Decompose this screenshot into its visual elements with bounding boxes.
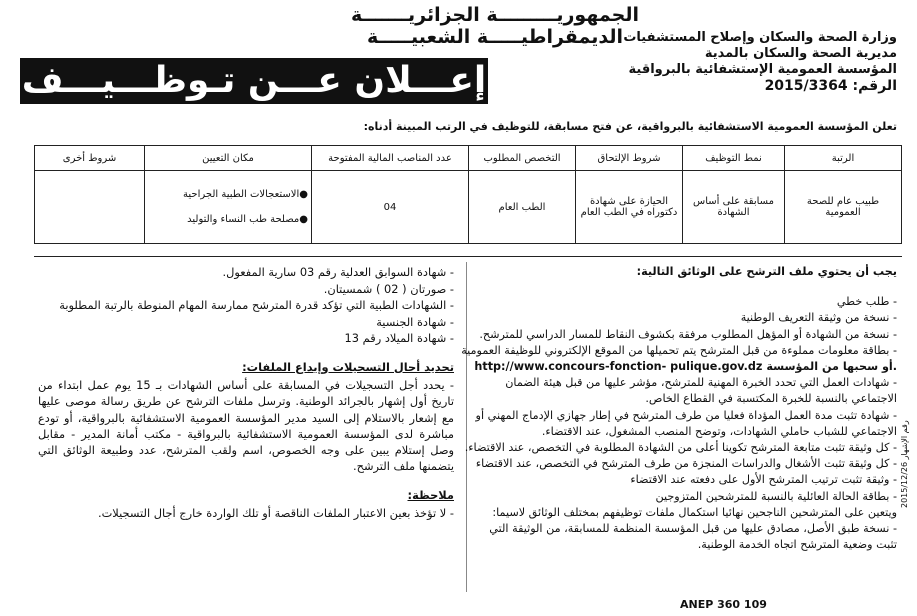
documents-heading: يجب أن يحتوي ملف الترشح على الوثائق التالية: [636,265,897,278]
cell-positions: 04 [312,171,469,244]
list-item: الاجتماعي للشباب حاملي الشهادات، وتوضح المنصب المشغول، عند الاقتضاء. [541,424,897,438]
cell-grade: طبيب عام للصحة العمومية [785,171,902,244]
list-item: - شهادة الجنسية [376,314,454,329]
th-grade: الرتبة [785,146,902,171]
website-url: http://www.concours-fonction- pulique.gov.dz أو سحبها من المؤسسة. [474,360,897,374]
list-item: تثبت وضعية المترشح اتجاه الخدمة الوطنية. [697,538,897,552]
list-item: الاجتماعي بالنسبة للخبرة المكتسبة في القطاع الخاص. [645,392,897,406]
documents-section [442,264,897,553]
list-item: - شهادة الميلاد رقم 13 [344,331,454,345]
cell-other [35,171,145,244]
table-row [35,171,902,244]
list-item: - نسخة من الشهادة أو المؤهل المطلوب مرفقة بكشوف النقاط للمسار الدراسي للمترشح. [479,327,897,341]
cell-location [145,171,312,244]
th-other: شروط أخرى [35,146,145,171]
positions-table [34,145,902,244]
list-item: - بطاقة معلومات مملوءة من قبل المترشح يتم تحميلها من الموقع الإلكتروني للوظيفة العمومية [461,343,897,357]
list-item: - شهادة السوابق العدلية رقم 03 سارية المفعول. [222,265,454,279]
ministry-name: وزارة الصحة والسكان وإصلاح المستشفيات [623,30,897,45]
side-note: رقم الإشهار 2015/12/26 [900,420,909,508]
list-item: - نسخة من وثيقة التعريف الوطنية [740,311,897,325]
th-condition: شروط الإلتحاق [576,146,683,171]
list-item: - طلب خطي [836,295,897,309]
deadline-heading: تحديد أجال التسجيلات وإيداع الملفات: [242,359,454,374]
note-heading: ملاحظة: [407,487,454,502]
list-item: - وثيقة تثبت ترتيب المترشح الأول على دفعته عند الاقتضاء [630,473,897,487]
directorate-name: مديرية الصحة والسكان بالمدية [704,46,897,61]
recruitment-banner: إعـــلان عـــن تـوظـــيـــف [20,58,488,104]
issuer-block [577,30,897,94]
cell-mode: مسابقة على أساس الشهادة [683,171,785,244]
intro-text: تعلن المؤسسة العمومية الاستشفائية بالبرواقية، عن فتح مسابقة، للتوظيف في الرتب المبينة أدناه: [363,120,897,133]
deadline-text: - يحدد أجل التسجيلات في المسابقة على أساس الشهادات بـ 15 يوم عمل ابتداء من تاريخ أول إشهار بالجرائد الوطنية. وترسل ملفات الترشح عن طريق رسالة موصى عليها مع إشعار بالاستلام إلى السيد مدير المؤسسة العمومية الاستشفائية بالبرواقية، أو تودع مباشرة لدى المؤسسة العمومية الاستشفائية بالبرواقية - مكتب أمانة المدير - مقابل وصل إستلام يبين على وجه الخصوص، اسم ولقب المترشح، عدد وطبيعة الوثائق التي يتضمنها ملف الترشح. [38,378,454,474]
additional-section [38,264,454,522]
republic-title: الجمهوريـــــــــة الجزائريـــــــة الديمقراطيـــــة الشعبيـــــة [351,4,639,48]
separator [34,256,902,257]
reference-number: الرقم: 2015/3364 [764,78,897,94]
th-positions: عدد المناصب المالية المفتوحة [312,146,469,171]
list-item: ويتعين على المترشحين الناجحين نهائيا استكمال ملفات توظيفهم بمختلف الوثائق لاسيما: [492,505,897,519]
list-item: - كل وثيقة تثبت متابعة المترشح تكوينا أعلى من الشهادة المطلوبة في التخصص، عند الاقتضاء. [464,441,897,455]
list-item: - بطاقة الحالة العائلية بالنسبة للمترشحين المتزوجين [655,489,897,503]
list-item: - صورتان ( 02 ) شمسيتان. [323,281,454,296]
list-item: - الشهادات الطبية التي تؤكد قدرة المترشح ممارسة المهام المنوطة بالرتبة المطلوبة [59,298,454,312]
th-mode: نمط التوظيف [683,146,785,171]
list-item: - شهادات العمل التي تحدد الخبرة المهنية للمترشح، مؤشر عليها من قبل هيئة الضمان [505,376,897,390]
table-header-row [35,146,902,171]
list-item: - كل وثيقة تثبت الأشغال والدراسات المنجزة من طرف المترشح في التخصص، عند الاقتضاء [475,457,897,471]
note-text: - لا تؤخذ بعين الاعتبار الملفات الناقصة أو تلك الواردة خارج أجال التسجيلات. [97,506,454,521]
institution-name: المؤسسة العمومية الإستشفائية بالبرواقية [628,62,897,77]
cell-condition: الحيازة على شهادة دكتوراه في الطب العام [576,171,683,244]
location-item: ●الاستعجالات الطبية الجراحية [183,189,308,200]
anep-code: ANEP 360 109 [680,598,767,611]
th-specialty: التخصص المطلوب [469,146,576,171]
location-item: ●مصلحة طب النساء والتوليد [187,214,308,225]
cell-specialty: الطب العام [469,171,576,244]
th-location: مكان التعيين [145,146,312,171]
list-item: - شهادة تثبت مدة العمل المؤداة فعليا من طرف المترشح في إطار جهازي الإدماج المهني أو [475,408,897,422]
list-item: - نسخة طبق الأصل، مصادق عليها من قبل المؤسسة المنظمة للمسابقة، من الوثيقة التي [489,522,897,536]
